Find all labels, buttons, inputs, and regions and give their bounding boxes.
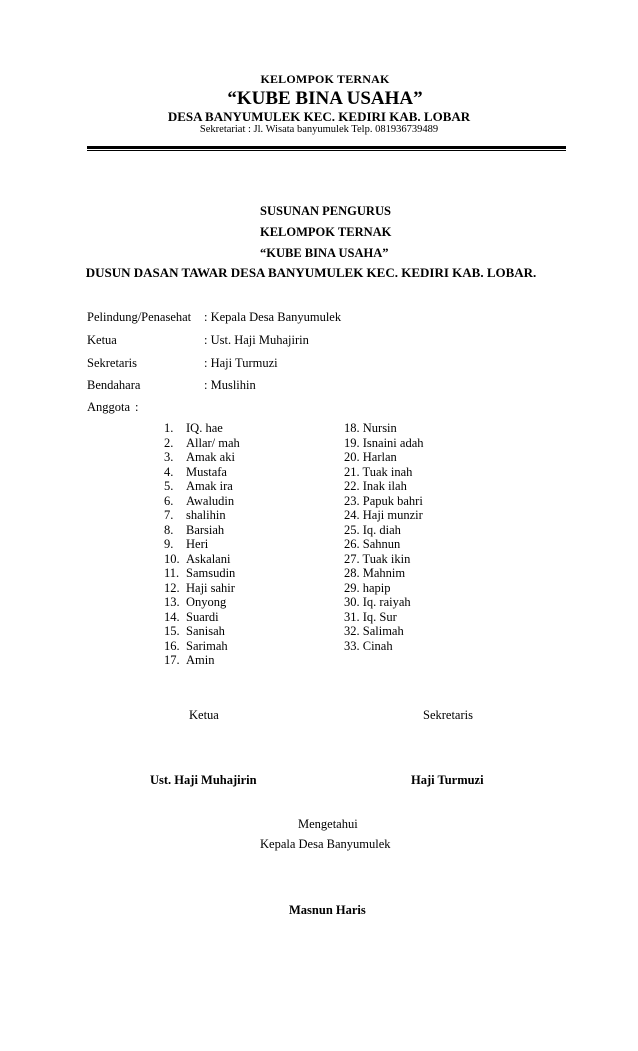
list-item: 2. Allar/ mah [164, 435, 240, 450]
list-item: 23. Papuk bahri [344, 493, 423, 508]
officer-row [87, 356, 278, 371]
list-item: 7. shalihin [164, 508, 226, 522]
letterhead-org-type: KELOMPOK TERNAK [260, 72, 390, 86]
members-list-right [344, 421, 424, 653]
list-item: 32. Salimah [344, 624, 404, 638]
list-item: 26. Sahnun [344, 537, 401, 551]
ketua-signature-name: Ust. Haji Muhajirin [150, 773, 257, 787]
list-item: 30. Iq. raiyah [344, 595, 411, 609]
letterhead-address: DESA BANYUMULEK KEC. KEDIRI KAB. LOBAR [167, 109, 471, 124]
village-head-label: Kepala Desa Banyumulek [260, 837, 391, 851]
list-item: 4. Mustafa [164, 464, 227, 479]
officer-value: : Muslihin [204, 378, 256, 392]
title-line-2: KELOMPOK TERNAK [260, 225, 392, 239]
list-item: 29. hapip [344, 580, 391, 595]
sekretaris-signature-label: Sekretaris [423, 708, 473, 722]
list-item: 1. IQ. hae [164, 421, 223, 435]
list-item: 6. Awaludin [164, 493, 235, 508]
officer-row [87, 333, 309, 348]
officer-role: Ketua [87, 333, 117, 347]
list-item: 24. Haji munzir [344, 508, 423, 522]
officer-value: : Ust. Haji Muhajirin [204, 333, 309, 347]
list-item: 8. Barsiah [164, 522, 225, 537]
officer-value: : [135, 400, 139, 414]
title-line-4: DUSUN DASAN TAWAR DESA BANYUMULEK KEC. KEDIRI KAB. LOBAR. [85, 265, 537, 280]
list-item: 12. Haji sahir [164, 580, 235, 595]
ketua-signature-label: Ketua [189, 708, 219, 722]
officer-row [87, 378, 256, 393]
list-item: 5. Amak ira [164, 479, 233, 493]
title-line-1: SUSUNAN PENGURUS [260, 204, 391, 218]
list-item: 13. Onyong [164, 595, 227, 609]
officer-role: Pelindung/Penasehat [87, 310, 192, 324]
list-item: 33. Cinah [344, 638, 393, 653]
officer-row [87, 400, 138, 415]
header-divider-thin [87, 150, 566, 151]
officer-value: : Haji Turmuzi [204, 356, 278, 370]
village-head-name: Masnun Haris [289, 903, 366, 917]
list-item: 21. Tuak inah [344, 464, 413, 479]
list-item: 31. Iq. Sur [344, 609, 397, 624]
letterhead-org-name: “KUBE BINA USAHA” [227, 88, 423, 109]
sekretaris-signature-name: Haji Turmuzi [411, 773, 484, 787]
list-item: 11. Samsudin [164, 566, 236, 580]
header-divider-thick [87, 146, 566, 149]
list-item: 18. Nursin [344, 421, 397, 435]
title-line-3: “KUBE BINA USAHA” [260, 246, 389, 260]
officer-row [87, 310, 341, 325]
letterhead-secretariat: Sekretariat : Jl. Wisata banyumulek Telp. 081936739489 [199, 124, 439, 135]
list-item: 17. Amin [164, 653, 215, 667]
list-item: 28. Mahnim [344, 566, 406, 580]
acknowledged-label: Mengetahui [298, 817, 358, 831]
list-item: 16. Sarimah [164, 638, 228, 653]
officer-role: Anggota [87, 400, 131, 414]
list-item: 14. Suardi [164, 609, 219, 624]
members-list-left [150, 421, 240, 668]
list-item: 15. Sanisah [164, 624, 225, 638]
list-item: 22. Inak ilah [344, 479, 407, 493]
officer-role: Bendahara [87, 378, 141, 392]
list-item: 3. Amak aki [164, 450, 235, 464]
list-item: 27. Tuak ikin [344, 551, 411, 566]
list-item: 25. Iq. diah [344, 522, 401, 537]
list-item: 9. Heri [164, 537, 209, 551]
list-item: 20. Harlan [344, 450, 397, 464]
list-item: 10. Askalani [164, 551, 231, 566]
officer-role: Sekretaris [87, 356, 137, 370]
list-item: 19. Isnaini adah [344, 435, 424, 450]
officer-value: : Kepala Desa Banyumulek [204, 310, 342, 324]
